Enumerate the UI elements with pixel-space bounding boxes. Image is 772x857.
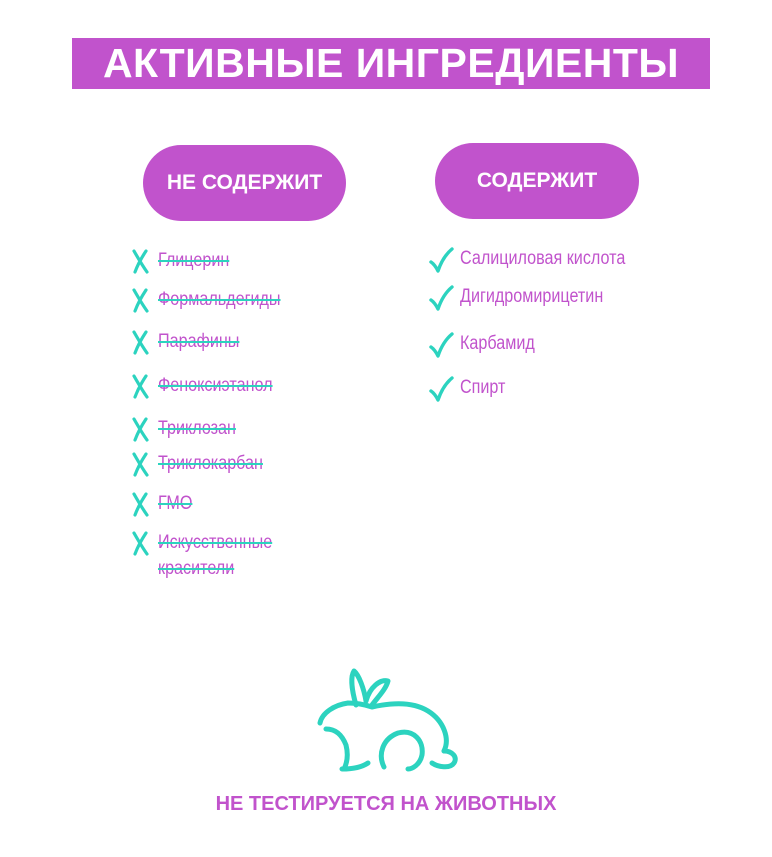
excluded-item (130, 491, 198, 517)
excluded-header-badge: НЕ СОДЕРЖИТ (143, 145, 346, 221)
excluded-item (130, 530, 292, 556)
title-banner (72, 38, 710, 89)
excluded-item-label: Феноксиэтанол (158, 375, 273, 396)
check-icon (428, 375, 454, 403)
excluded-item-continuation (130, 556, 248, 582)
included-item-label: Дигидромирицетин (460, 286, 604, 307)
cross-icon (130, 416, 152, 442)
included-item-label: Спирт (460, 377, 506, 398)
excluded-item (130, 373, 293, 399)
cross-icon (130, 530, 152, 556)
page-title: АКТИВНЫЕ ИНГРЕДИЕНТЫ (102, 40, 680, 86)
excluded-item-label: Триклозан (158, 418, 236, 439)
mark-spacer (130, 556, 152, 582)
rabbit-icon (312, 665, 462, 775)
cross-icon (130, 451, 152, 477)
excluded-item-label: Триклокарбан (158, 453, 263, 474)
excluded-item (130, 287, 302, 313)
cross-icon (130, 491, 152, 517)
excluded-item (130, 416, 250, 442)
excluded-item-label: красители (158, 558, 235, 579)
excluded-item (130, 451, 281, 477)
check-icon (428, 331, 454, 359)
excluded-item (130, 329, 254, 355)
footer-claim: НЕ ТЕСТИРУЕТСЯ НА ЖИВОТНЫХ (215, 793, 557, 815)
excluded-item-label: Формальдегиды (158, 289, 281, 310)
included-item-label: Карбамид (460, 333, 535, 354)
included-item (428, 246, 655, 274)
cross-icon (130, 373, 152, 399)
check-icon (428, 284, 454, 312)
included-item (428, 375, 513, 403)
included-item-label: Салициловая кислота (460, 248, 626, 269)
cross-icon (130, 329, 152, 355)
excluded-item-label: Искусственные (158, 532, 273, 553)
cross-icon (130, 248, 152, 274)
included-item (428, 331, 548, 359)
excluded-item-label: ГМО (158, 493, 193, 514)
excluded-item (130, 248, 242, 274)
cross-icon (130, 287, 152, 313)
included-item (428, 284, 629, 312)
excluded-item-label: Парафины (158, 331, 240, 352)
excluded-item-label: Глицерин (158, 250, 230, 271)
included-header-badge: СОДЕРЖИТ (435, 143, 639, 219)
check-icon (428, 246, 454, 274)
